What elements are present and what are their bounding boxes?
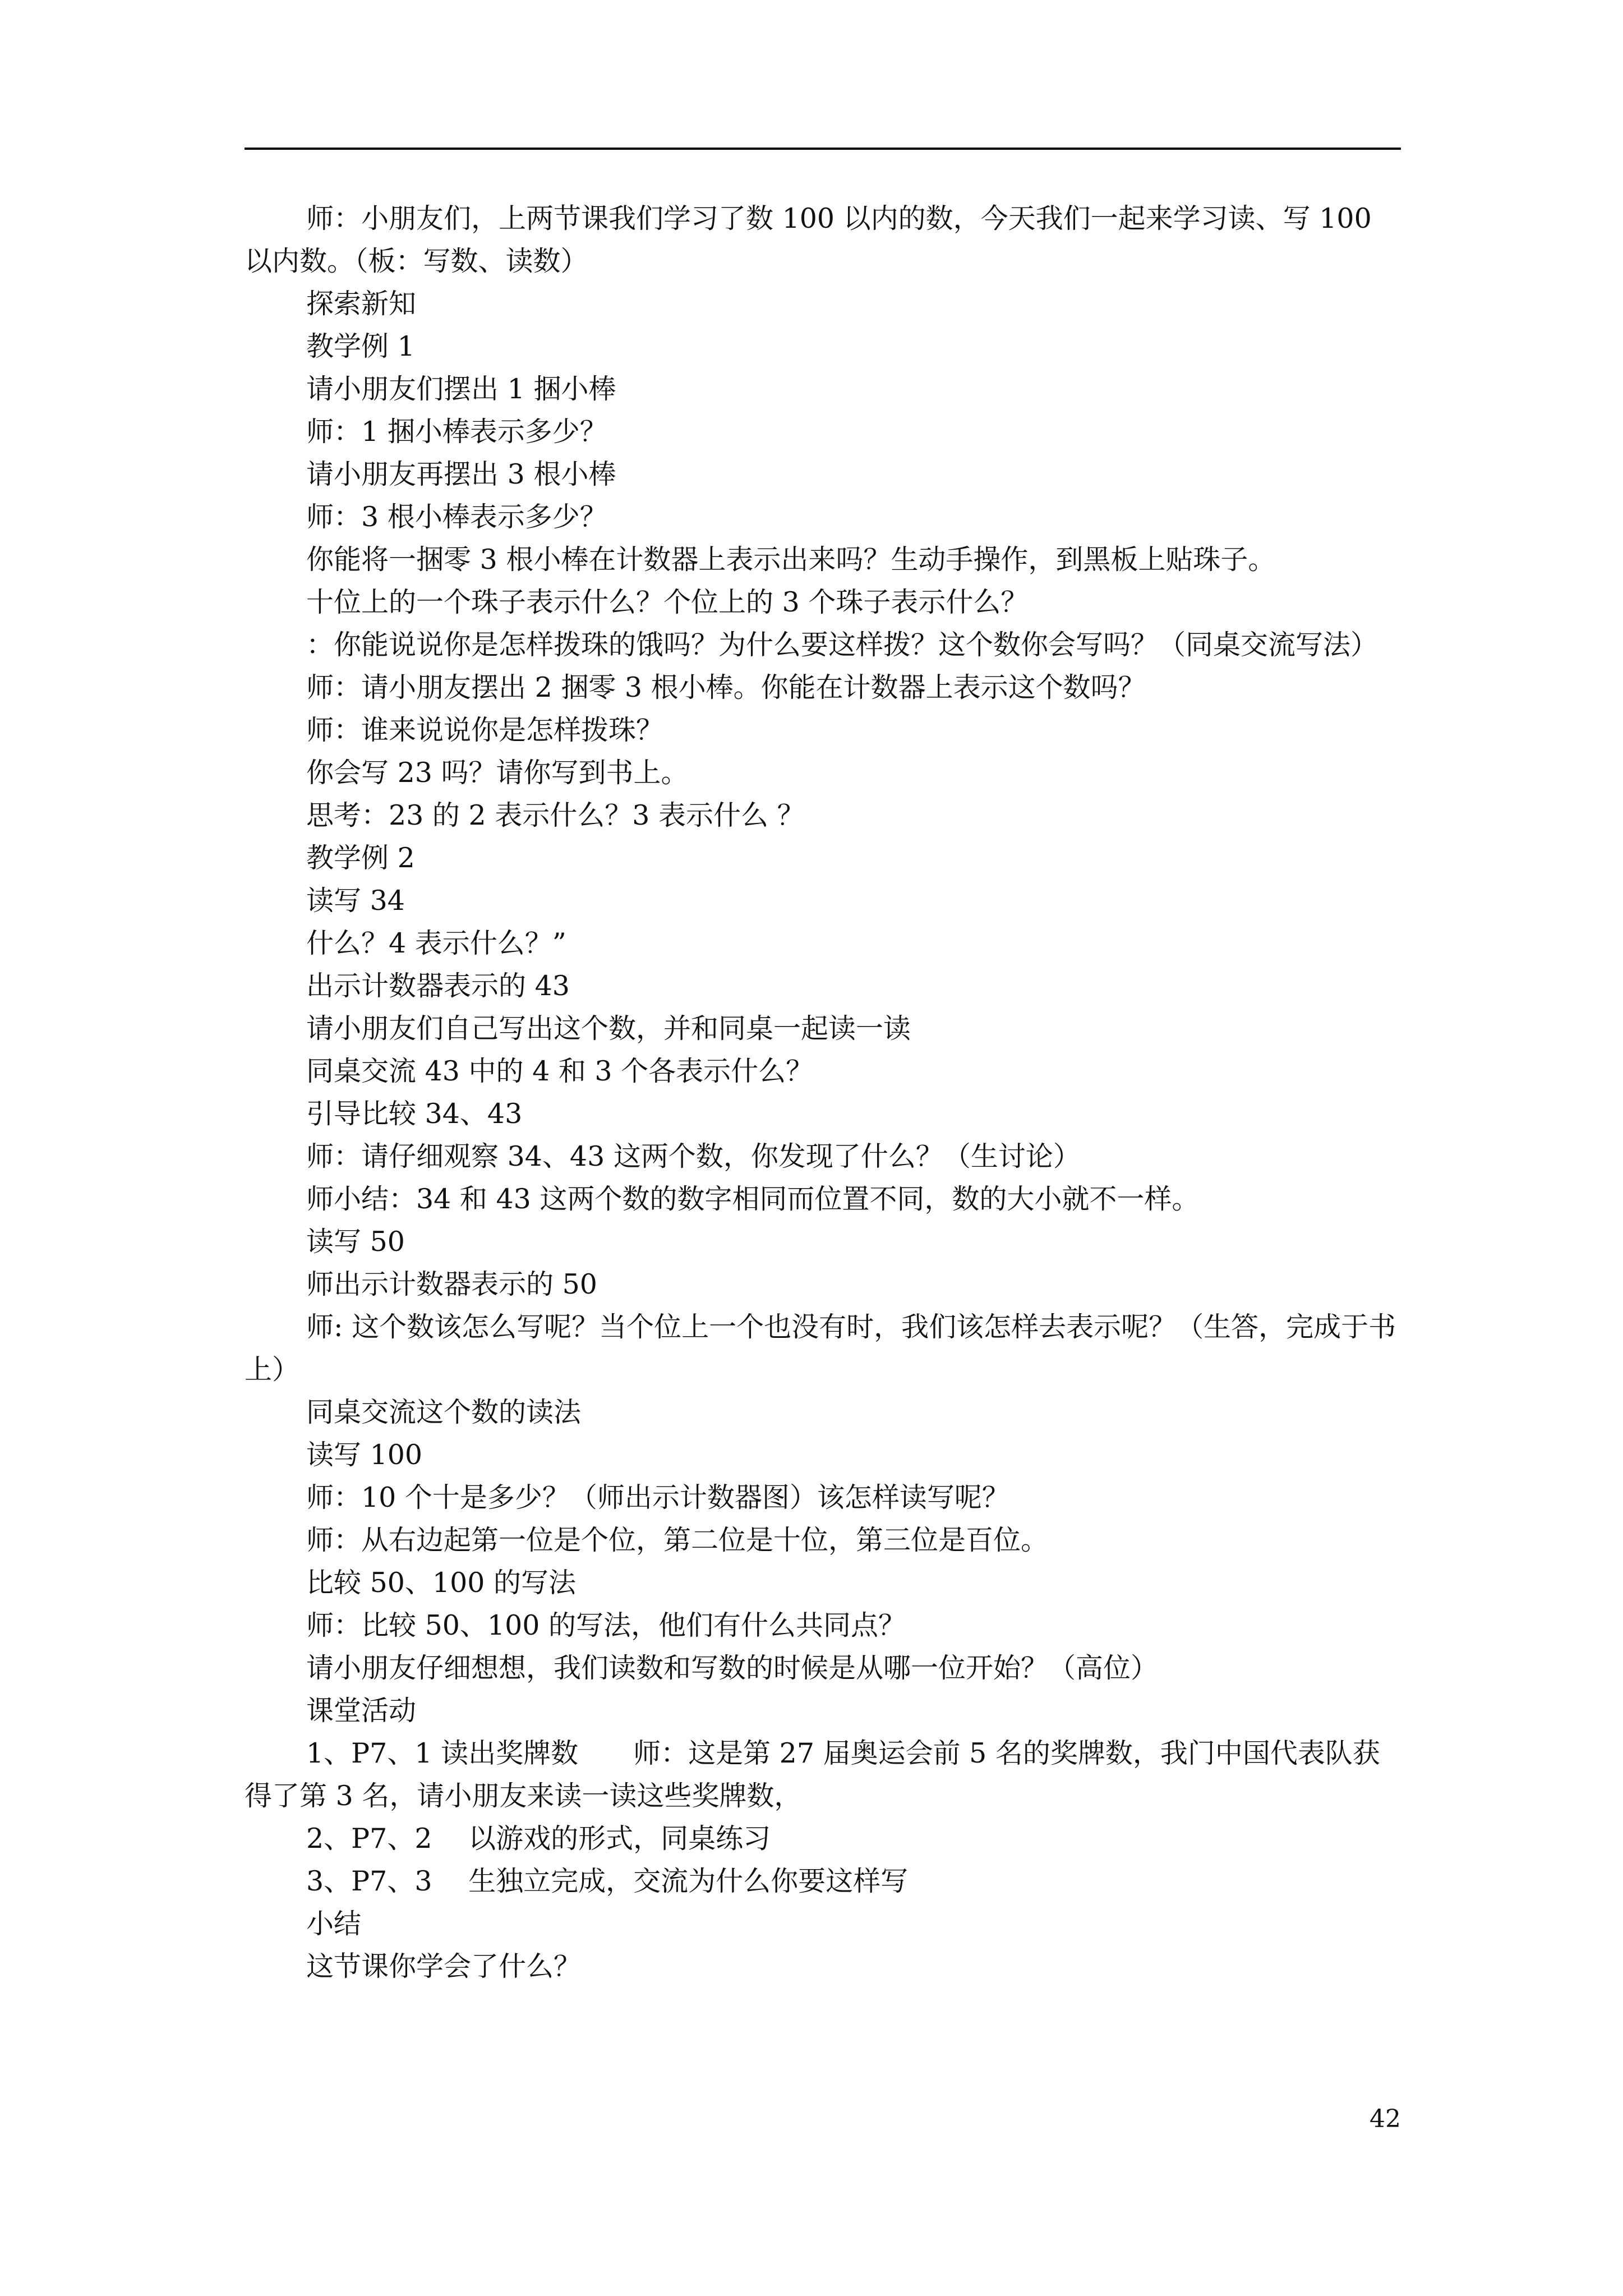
paragraph: 同桌交流 43 中的 4 和 3 个各表示什么？ [306, 1055, 814, 1087]
paragraph: 什么？4 表示什么？” [306, 927, 566, 959]
paragraph: 师: 这个数该怎么写呢？当个位上一个也没有时，我们该怎样去表示呢？（生答，完成于书上） [245, 1311, 1396, 1386]
page-number: 42 [1370, 2105, 1401, 2133]
paragraph: 师：谁来说说你是怎样拨珠？ [306, 714, 664, 746]
paragraph: 师：小朋友们，上两节课我们学习了数 100 以内的数，今天我们一起来学习读、写 100 以内数。（板：写数、读数） [245, 203, 1372, 277]
paragraph: 请小朋友再摆出 3 根小棒 [306, 458, 616, 490]
paragraph: 教学例 1 [306, 330, 415, 362]
paragraph: 教学例 2 [306, 842, 415, 874]
paragraph: 这节课你学会了什么？ [306, 1950, 582, 1982]
paragraph: 请小朋友仔细想想，我们读数和写数的时候是从哪一位开始？（高位） [306, 1652, 1159, 1684]
paragraph: 师：请小朋友摆出 2 捆零 3 根小棒。你能在计数器上表示这个数吗？ [306, 671, 1146, 703]
paragraph: 引导比较 34、43 [306, 1098, 523, 1130]
paragraph: 师出示计数器表示的 50 [306, 1268, 597, 1300]
paragraph: 请小朋友们摆出 1 捆小棒 [306, 373, 616, 405]
paragraph: 你会写 23 吗？请你写到书上。 [306, 757, 689, 789]
paragraph: 师：3 根小棒表示多少？ [306, 501, 607, 533]
paragraph: 同桌交流这个数的读法 [306, 1396, 582, 1428]
paragraph: 小结 [306, 1908, 362, 1940]
paragraph: 3、P7、3 生独立完成，交流为什么你要这样写 [306, 1865, 909, 1897]
header-rule [245, 148, 1401, 150]
paragraph: 课堂活动 [306, 1695, 417, 1727]
paragraph: 师小结：34 和 43 这两个数的数字相同而位置不同，数的大小就不一样。 [306, 1183, 1200, 1215]
paragraph: 读写 100 [306, 1439, 423, 1471]
paragraph: 比较 50、100 的写法 [306, 1567, 577, 1599]
paragraph: 读写 50 [306, 1226, 405, 1258]
paragraph: 师：比较 50、100 的写法，他们有什么共同点？ [306, 1609, 906, 1641]
paragraph: 读写 34 [306, 885, 405, 917]
document-body [245, 197, 1401, 1988]
paragraph: 十位上的一个珠子表示什么？个位上的 3 个珠子表示什么？ [306, 586, 1029, 618]
paragraph: 探索新知 [306, 288, 417, 320]
paragraph: 1、P7、1 读出奖牌数 师：这是第 27 届奥运会前 5 名的奖牌数，我门中国代表队获得了第 3 名，请小朋友来读一读这些奖牌数， [245, 1737, 1380, 1812]
paragraph: 思考：23 的 2 表示什么？3 表示什么 ？ [306, 799, 805, 831]
paragraph: 2、P7、2 以游戏的形式，同桌练习 [306, 1823, 771, 1855]
paragraph: 师：10 个十是多少？（师出示计数器图）该怎样读写呢？ [306, 1481, 1009, 1513]
paragraph: 请小朋友们自己写出这个数，并和同桌一起读一读 [306, 1013, 911, 1045]
paragraph: 师：1 捆小棒表示多少？ [306, 416, 607, 448]
paragraph: ：你能说说你是怎样拨珠的饿吗？为什么要这样拨？这个数你会写吗？（同桌交流写法） [306, 629, 1378, 661]
paragraph: 你能将一捆零 3 根小棒在计数器上表示出来吗？生动手操作，到黑板上贴珠子。 [306, 544, 1276, 576]
paragraph: 师：从右边起第一位是个位，第二位是十位，第三位是百位。 [306, 1524, 1049, 1556]
paragraph: 出示计数器表示的 43 [306, 970, 570, 1002]
paragraph: 师：请仔细观察 34、43 这两个数，你发现了什么？（生讨论） [306, 1140, 1081, 1172]
